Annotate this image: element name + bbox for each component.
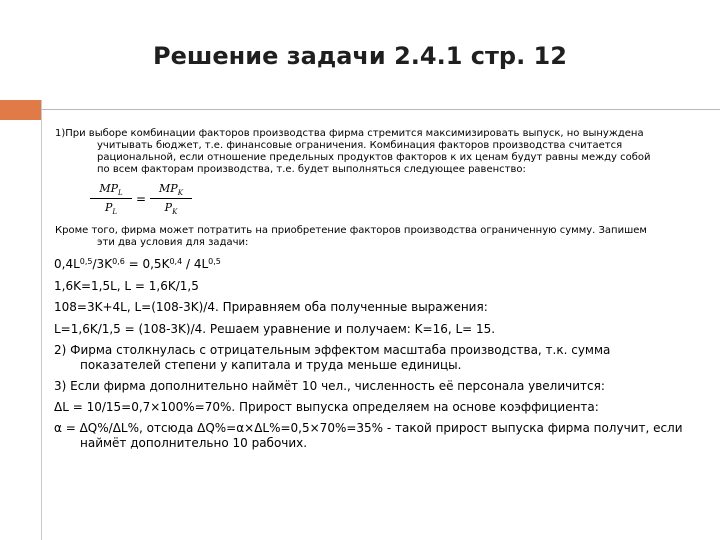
point-line: наймёт дополнительно 10 рабочих. [80, 436, 308, 450]
subscript: L [112, 208, 118, 217]
exponent: 0,5 [208, 257, 221, 266]
equation-2: 1,6K=1,5L, L = 1,6K/1,5 [54, 279, 199, 293]
exponent: 0,5 [79, 257, 93, 266]
subscript: K [172, 208, 178, 217]
paragraph-rational-combination [55, 128, 680, 176]
paragraph-line: 1)При выборе комбинации факторов производства фирма стремится максимизировать выпуск, но вынуждена [55, 128, 644, 139]
left-divider [41, 100, 42, 540]
accent-bar [0, 100, 41, 120]
slide-title: Решение задачи 2.4.1 стр. 12 [153, 42, 567, 70]
exponent: 0,6 [112, 257, 125, 266]
numerator: MP [99, 182, 118, 195]
exponent: 0,4 [169, 257, 183, 266]
fraction-bar [90, 198, 132, 199]
point-3-line-3 [54, 421, 694, 451]
point-line: α = ΔQ%/ΔL%, отсюда ΔQ%=α×ΔL%=0,5×70%=35% - такой прирост выпуска фирма получит, если [54, 421, 683, 435]
equals-sign: = [136, 192, 147, 206]
numerator: MP [159, 182, 178, 195]
point-3-line-1: 3) Если фирма дополнительно наймёт 10 чел., численность её персонала увеличится: [54, 379, 605, 393]
point-line: показателей степени у капитала и труда меньше единицы. [80, 358, 462, 372]
fraction-capital [150, 182, 192, 215]
title-divider [41, 109, 720, 110]
eq-part: / 4L [182, 257, 209, 271]
paragraph-line: учитывать бюджет, т.е. финансовые ограничения. Комбинация факторов производства считается [97, 140, 623, 151]
equation-4: L=1,6K/1,5 = (108-3K)/4. Решаем уравнение и получаем: K=16, L= 15. [54, 322, 496, 336]
subscript: K [177, 189, 183, 198]
point-2 [54, 343, 694, 373]
equation-1 [54, 257, 694, 272]
point-line: 2) Фирма столкнулась с отрицательным эффектом масштаба производства, т.к. сумма [54, 343, 611, 357]
eq-part: /3K [92, 257, 113, 271]
equilibrium-formula [90, 182, 200, 220]
paragraph-budget [55, 225, 680, 249]
paragraph-line: Кроме того, фирма может потратить на приобретение факторов производства ограниченную сумму. Запишем [55, 225, 647, 236]
fraction-labor [90, 182, 132, 215]
eq-part: 0,4L [54, 257, 80, 271]
paragraph-line: по всем факторам производства, т.е. будет выполняться следующее равенство: [97, 164, 526, 175]
eq-part: = 0,5K [124, 257, 170, 271]
denominator: P [104, 201, 113, 214]
equation-3: 108=3K+4L, L=(108-3K)/4. Приравняем оба полученные выражения: [54, 300, 488, 314]
fraction-bar [150, 198, 192, 199]
subscript: L [118, 189, 123, 198]
point-3-line-2: ΔL = 10/15=0,7×100%=70%. Прирост выпуска определяем на основе коэффициента: [54, 400, 599, 414]
denominator: P [164, 201, 173, 214]
paragraph-line: рациональной, если отношение предельных продуктов факторов к их ценам будут равны между собой [97, 152, 651, 163]
paragraph-line: эти два условия для задачи: [97, 237, 249, 248]
